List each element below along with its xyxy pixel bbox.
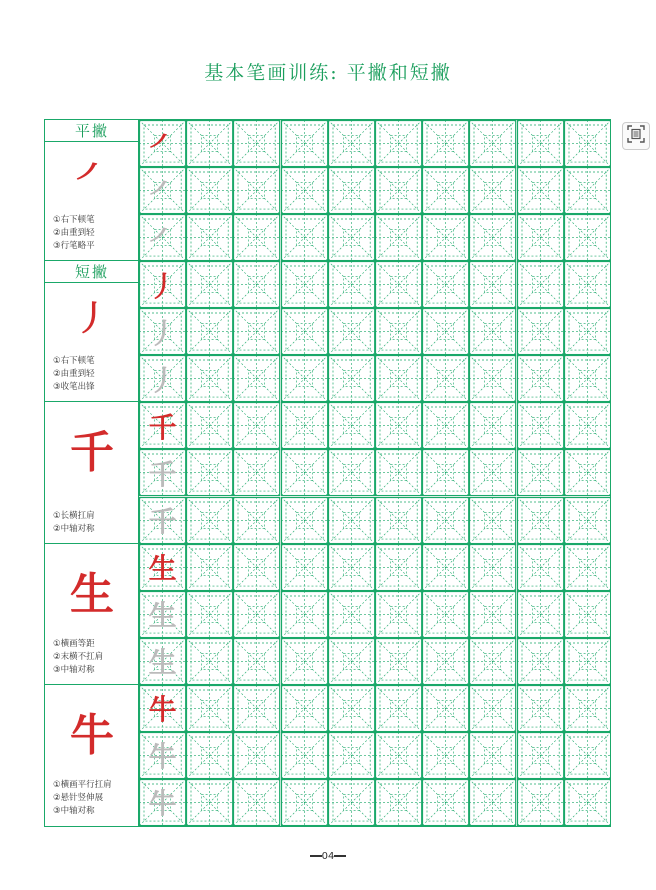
model-character: 丿 [148, 269, 177, 303]
practice-cell[interactable] [233, 167, 280, 214]
practice-cell[interactable] [139, 732, 186, 779]
practice-cell[interactable] [517, 355, 564, 402]
instruction-section [45, 685, 139, 826]
practice-cell[interactable] [186, 402, 233, 449]
stroke-notes [53, 510, 95, 536]
practice-cell[interactable] [281, 214, 328, 261]
practice-cell[interactable] [375, 214, 422, 261]
demo-character: 生 [70, 568, 114, 620]
stroke-notes [53, 779, 112, 818]
practice-cell[interactable] [233, 120, 280, 167]
practice-cell[interactable] [328, 449, 375, 496]
practice-cell[interactable] [564, 497, 611, 544]
practice-cell[interactable] [564, 402, 611, 449]
practice-cell[interactable] [233, 638, 280, 685]
practice-cell[interactable] [233, 449, 280, 496]
practice-cell[interactable] [328, 214, 375, 261]
practice-cell[interactable] [281, 449, 328, 496]
demo-character: ㇒ [75, 158, 109, 198]
model-character: ㇒ [148, 128, 177, 162]
note-line: ①右下顿笔 [53, 356, 95, 367]
practice-cell[interactable] [328, 497, 375, 544]
practice-cell[interactable] [233, 402, 280, 449]
demo-character: 牛 [70, 709, 114, 761]
practice-cell[interactable] [375, 167, 422, 214]
practice-cell[interactable] [517, 120, 564, 167]
practice-cell[interactable] [375, 591, 422, 638]
practice-cell[interactable] [517, 732, 564, 779]
practice-cell[interactable] [328, 308, 375, 355]
practice-cell[interactable] [469, 167, 516, 214]
practice-cell[interactable] [564, 261, 611, 308]
trace-character: 牛 [148, 740, 177, 774]
practice-cell[interactable] [469, 402, 516, 449]
practice-cell[interactable] [139, 591, 186, 638]
note-line: ②中轴对称 [53, 523, 95, 534]
practice-cell[interactable] [469, 449, 516, 496]
practice-cell[interactable] [517, 449, 564, 496]
practice-cell[interactable] [564, 638, 611, 685]
practice-cell[interactable] [139, 214, 186, 261]
trace-character: 生 [148, 599, 177, 633]
scan-button[interactable] [622, 122, 650, 150]
practice-cell[interactable] [139, 449, 186, 496]
demo-character: 丿 [75, 299, 109, 340]
stroke-notes [53, 214, 95, 253]
practice-cell[interactable] [564, 308, 611, 355]
practice-cell[interactable] [233, 544, 280, 591]
practice-cell[interactable] [422, 497, 469, 544]
practice-cell[interactable] [375, 732, 422, 779]
practice-cell[interactable] [328, 167, 375, 214]
practice-cell[interactable] [233, 591, 280, 638]
practice-cell[interactable] [281, 355, 328, 402]
practice-cell[interactable] [375, 308, 422, 355]
trace-character: ㇒ [148, 222, 177, 256]
trace-character: 牛 [148, 787, 177, 821]
note-line: ①长横扛肩 [53, 510, 95, 521]
demo-character: 千 [70, 427, 114, 479]
practice-cell[interactable] [186, 214, 233, 261]
practice-cell[interactable] [422, 214, 469, 261]
trace-character: 千 [148, 457, 177, 491]
practice-cell[interactable] [139, 638, 186, 685]
practice-cell[interactable] [469, 120, 516, 167]
practice-cell[interactable] [469, 638, 516, 685]
practice-cell[interactable] [139, 402, 186, 449]
page-number: 04 [0, 851, 656, 862]
practice-cell[interactable] [517, 638, 564, 685]
practice-cell[interactable] [139, 120, 186, 167]
practice-cell[interactable] [281, 685, 328, 732]
trace-character: 生 [148, 646, 177, 680]
practice-cell[interactable] [564, 120, 611, 167]
practice-cell[interactable] [281, 591, 328, 638]
practice-cell[interactable] [233, 779, 280, 826]
practice-cell[interactable] [375, 497, 422, 544]
practice-cell[interactable] [328, 402, 375, 449]
practice-cell[interactable] [139, 685, 186, 732]
practice-cell[interactable] [281, 732, 328, 779]
stroke-notes [53, 355, 95, 394]
practice-cell[interactable] [139, 308, 186, 355]
practice-cell[interactable] [139, 167, 186, 214]
practice-cell[interactable] [186, 685, 233, 732]
trace-character: 丿 [148, 363, 177, 397]
page-title: 基本笔画训练: 平撇和短撇 [204, 62, 452, 84]
note-line: ③行笔略平 [53, 241, 95, 252]
practice-cell[interactable] [186, 355, 233, 402]
model-character: 生 [148, 552, 177, 586]
practice-cell[interactable] [281, 120, 328, 167]
practice-cell[interactable] [422, 120, 469, 167]
note-line: ②悬针竖伸展 [53, 792, 104, 803]
practice-cell[interactable] [564, 214, 611, 261]
section-heading: 平撇 [45, 120, 139, 142]
practice-cell[interactable] [186, 591, 233, 638]
practice-cell[interactable] [375, 449, 422, 496]
practice-cell[interactable] [328, 544, 375, 591]
practice-cell[interactable] [328, 732, 375, 779]
practice-cell[interactable] [422, 591, 469, 638]
practice-cell[interactable] [139, 261, 186, 308]
practice-cell[interactable] [564, 544, 611, 591]
practice-cell[interactable] [564, 355, 611, 402]
practice-cell[interactable] [281, 167, 328, 214]
instruction-section [45, 261, 139, 402]
practice-cell[interactable] [186, 308, 233, 355]
practice-cell[interactable] [469, 497, 516, 544]
stroke-notes [53, 638, 103, 677]
practice-cell[interactable] [517, 544, 564, 591]
practice-sheet [44, 119, 611, 827]
practice-cell[interactable] [564, 167, 611, 214]
practice-cell[interactable] [375, 779, 422, 826]
practice-cell[interactable] [422, 638, 469, 685]
practice-cell[interactable] [186, 497, 233, 544]
practice-cell[interactable] [186, 779, 233, 826]
practice-cell[interactable] [517, 214, 564, 261]
note-line: ②末横不扛肩 [53, 651, 104, 662]
practice-cell[interactable] [564, 779, 611, 826]
practice-cell[interactable] [564, 591, 611, 638]
practice-cell[interactable] [375, 402, 422, 449]
section-heading: 短撇 [45, 261, 139, 283]
practice-cell[interactable] [422, 167, 469, 214]
practice-cell[interactable] [186, 120, 233, 167]
practice-cell[interactable] [469, 732, 516, 779]
practice-cell[interactable] [233, 497, 280, 544]
practice-cell[interactable] [328, 638, 375, 685]
practice-cell[interactable] [517, 261, 564, 308]
practice-cell[interactable] [564, 449, 611, 496]
practice-cell[interactable] [469, 544, 516, 591]
practice-cell[interactable] [422, 308, 469, 355]
instruction-column [45, 120, 139, 826]
practice-cell[interactable] [281, 308, 328, 355]
practice-cell[interactable] [469, 308, 516, 355]
practice-cell[interactable] [517, 591, 564, 638]
practice-cell[interactable] [281, 497, 328, 544]
practice-cell[interactable] [233, 214, 280, 261]
practice-cell[interactable] [281, 261, 328, 308]
practice-cell[interactable] [233, 308, 280, 355]
scan-icon [627, 125, 645, 147]
practice-cell[interactable] [469, 214, 516, 261]
practice-cell[interactable] [469, 355, 516, 402]
practice-cell[interactable] [469, 685, 516, 732]
practice-cell[interactable] [564, 685, 611, 732]
practice-cell[interactable] [422, 544, 469, 591]
model-character: 牛 [148, 693, 177, 727]
practice-cell[interactable] [186, 449, 233, 496]
practice-cell[interactable] [422, 685, 469, 732]
practice-cell[interactable] [375, 261, 422, 308]
practice-cell[interactable] [517, 167, 564, 214]
instruction-section [45, 544, 139, 685]
practice-cell[interactable] [422, 402, 469, 449]
practice-cell[interactable] [517, 308, 564, 355]
note-line: ③收笔出锋 [53, 382, 95, 393]
practice-cell[interactable] [139, 779, 186, 826]
instruction-section [45, 120, 139, 261]
practice-cell[interactable] [375, 355, 422, 402]
practice-cell[interactable] [139, 544, 186, 591]
practice-cell[interactable] [375, 544, 422, 591]
practice-cell[interactable] [422, 355, 469, 402]
practice-cell[interactable] [186, 732, 233, 779]
practice-cell[interactable] [281, 779, 328, 826]
practice-cell[interactable] [328, 779, 375, 826]
practice-cell[interactable] [517, 779, 564, 826]
note-line: ③中轴对称 [53, 805, 95, 816]
trace-character: ㇒ [148, 175, 177, 209]
practice-cell[interactable] [517, 497, 564, 544]
note-line: ①横画等距 [53, 638, 95, 649]
practice-cell[interactable] [281, 402, 328, 449]
instruction-section [45, 402, 139, 543]
practice-cell[interactable] [469, 779, 516, 826]
practice-cell[interactable] [328, 685, 375, 732]
practice-cell[interactable] [422, 261, 469, 308]
practice-cell[interactable] [186, 638, 233, 685]
practice-cell[interactable] [186, 167, 233, 214]
practice-cell[interactable] [139, 355, 186, 402]
practice-cell[interactable] [422, 732, 469, 779]
practice-cell[interactable] [139, 497, 186, 544]
practice-cell[interactable] [328, 120, 375, 167]
practice-cell[interactable] [422, 449, 469, 496]
trace-character: 千 [148, 505, 177, 539]
practice-grid [139, 120, 611, 826]
note-line: ②由重到轻 [53, 228, 95, 239]
practice-cell[interactable] [422, 779, 469, 826]
note-line: ③中轴对称 [53, 664, 95, 675]
model-character: 千 [148, 410, 177, 444]
practice-cell[interactable] [281, 638, 328, 685]
practice-cell[interactable] [375, 120, 422, 167]
practice-cell[interactable] [233, 685, 280, 732]
practice-cell[interactable] [186, 544, 233, 591]
practice-cell[interactable] [186, 261, 233, 308]
practice-cell[interactable] [469, 261, 516, 308]
practice-cell[interactable] [517, 685, 564, 732]
practice-cell[interactable] [233, 732, 280, 779]
practice-cell[interactable] [328, 261, 375, 308]
note-line: ②由重到轻 [53, 369, 95, 380]
practice-cell[interactable] [564, 732, 611, 779]
practice-cell[interactable] [233, 355, 280, 402]
practice-cell[interactable] [281, 544, 328, 591]
practice-cell[interactable] [469, 591, 516, 638]
note-line: ①横画平行扛肩 [53, 779, 112, 790]
note-line: ①右下顿笔 [53, 215, 95, 226]
practice-cell[interactable] [328, 355, 375, 402]
practice-cell[interactable] [375, 685, 422, 732]
practice-cell[interactable] [517, 402, 564, 449]
practice-cell[interactable] [328, 591, 375, 638]
trace-character: 丿 [148, 316, 177, 350]
practice-cell[interactable] [375, 638, 422, 685]
practice-cell[interactable] [233, 261, 280, 308]
